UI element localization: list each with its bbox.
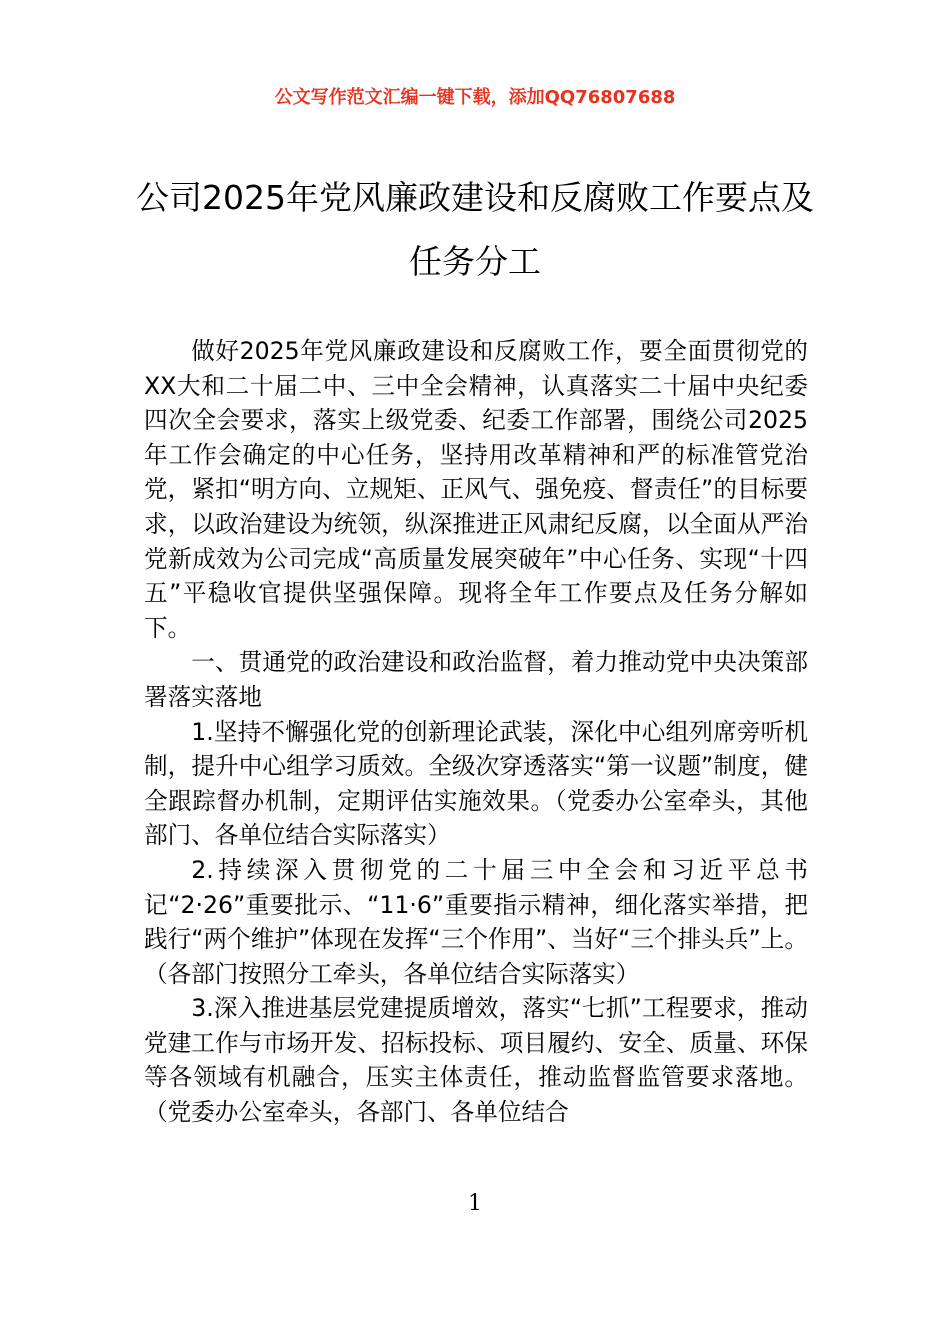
document-body [144, 334, 808, 1130]
section-heading-1: 一、贯通党的政治建设和政治监督，着力推动党中央决策部署落实落地 [144, 648, 808, 711]
item-paragraph-2: 2.持续深入贯彻党的二十届三中全会和习近平总书记“2·26”重要批示、“11·6”重要指示精神，细化落实举措，把践行“两个维护”体现在发挥“三个作用”、当好“三个排头兵”上。（各部门按照分工牵头，各单位结合实际落实） [144, 855, 808, 988]
intro-paragraph: 做好2025年党风廉政建设和反腐败工作，要全面贯彻党的XX大和二十届二中、三中全会精神，认真落实二十届中央纪委四次全会要求，落实上级党委、纪委工作部署，围绕公司2025年工作会确定的中心任务，坚持用改革精神和严的标准管党治党，紧扣“明方向、立规矩、正风气、强免疫、督责任”的目标要求，以政治建设为统领，纵深推进正风肃纪反腐，以全面从严治党新成效为公司完成“高质量发展突破年”中心任务、实现“十四五”平稳收官提供坚强保障。现将全年工作要点及任务分解如下。 [144, 337, 808, 642]
item-paragraph-1: 1.坚持不懈强化党的创新理论武装，深化中心组列席旁听机制，提升中心组学习质效。全级次穿透落实“第一议题”制度，健全跟踪督办机制，定期评估实施效果。（党委办公室牵头，其他部门、各单位结合实际落实） [144, 717, 808, 850]
item-paragraph-3: 3.深入推进基层党建提质增效，落实“七抓”工程要求，推动党建工作与市场开发、招标投标、项目履约、安全、质量、环保等各领域有机融合，压实主体责任，推动监督监管要求落地。（党委办公室牵头，各部门、各单位结合 [144, 994, 808, 1127]
page-number: 1 [468, 1191, 482, 1216]
header-download-note: 公文写作范文汇编一键下载，添加QQ76807688 [274, 87, 676, 108]
document-title: 公司2025年党风廉政建设和反腐败工作要点及任务分工 [136, 178, 814, 281]
